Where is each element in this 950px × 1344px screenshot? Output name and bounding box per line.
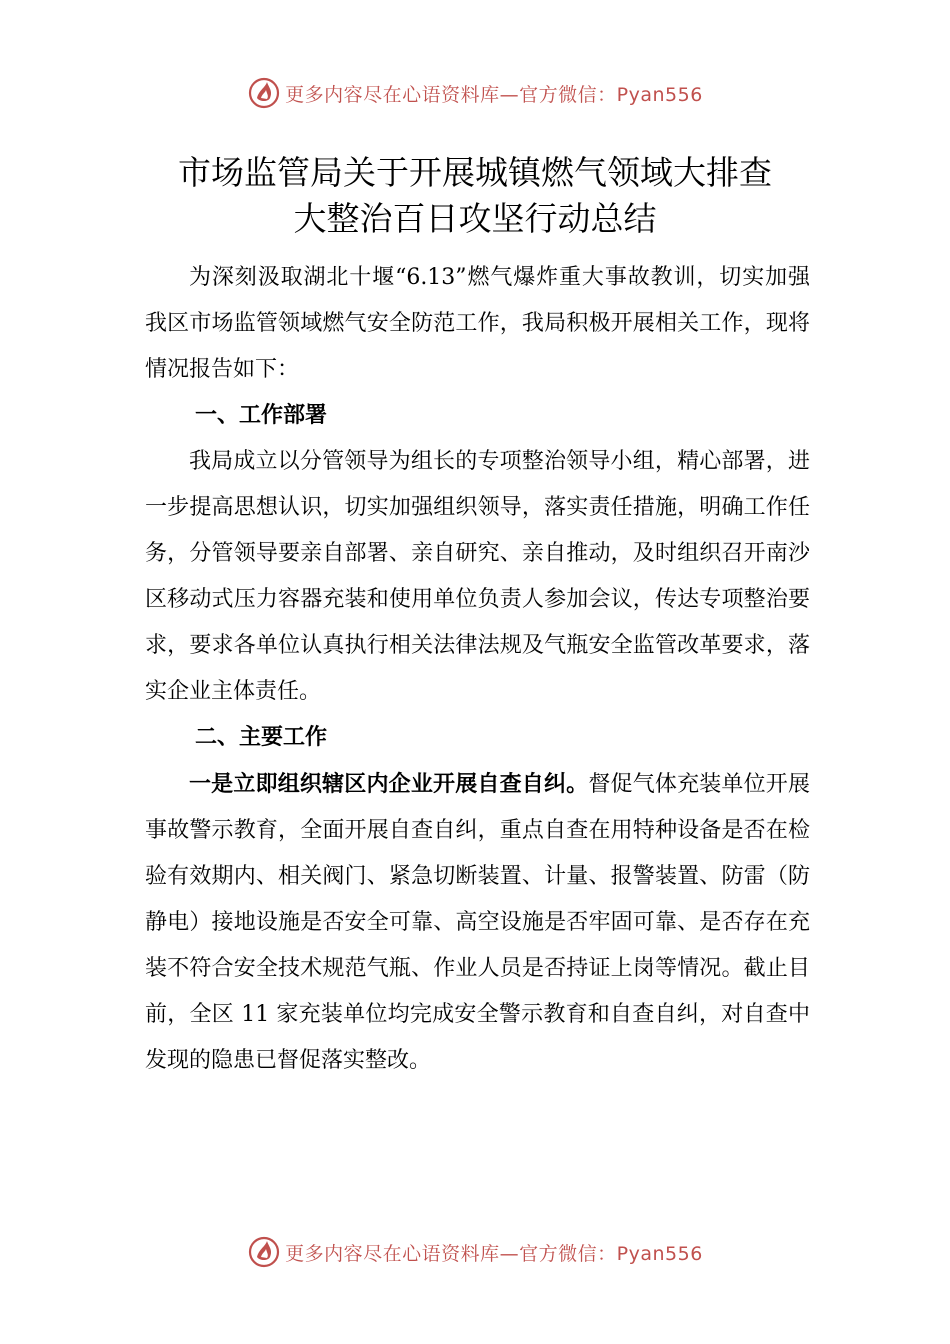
document-body bbox=[145, 255, 810, 1084]
title-line-1: 市场监管局关于开展城镇燃气领域大排查 bbox=[178, 153, 772, 193]
header-watermark bbox=[0, 73, 950, 113]
intro-paragraph: 为深刻汲取湖北十堰“6.13”燃气爆炸重大事故教训，切实加强我区市场监管领域燃气安全防范工作，我局积极开展相关工作，现将情况报告如下： bbox=[145, 265, 810, 382]
section-1-heading: 一、工作部署 bbox=[195, 403, 328, 428]
item-1-body: 督促气体充装单位开展事故警示教育，全面开展自查自纠，重点自查在用特种设备是否在检验有效期内、相关阀门、紧急切断装置、计量、报警装置、防雷（防静电）接地设施是否安全可靠、高空设施是否牢固可靠、是否存在充装不符合安全技术规范气瓶、作业人员是否持证上岗等情况。截止目前，全区 11 家充装单位均完成安全警示教育和自查自纠，对自查中发现的隐患已督促落实整改。 bbox=[145, 772, 810, 1073]
title-line-2: 大整治百日攻坚行动总结 bbox=[293, 199, 657, 239]
document-title bbox=[0, 150, 950, 242]
section-2-heading: 二、主要工作 bbox=[195, 725, 328, 750]
watermark-text: 更多内容尽在心语资料库—官方微信：Pyan556 bbox=[285, 83, 703, 106]
footer-watermark bbox=[0, 1232, 950, 1272]
section-1-paragraph: 我局成立以分管领导为组长的专项整治领导小组，精心部署，进一步提高思想认识，切实加强组织领导，落实责任措施，明确工作任务，分管领导要亲自部署、亲自研究、亲自推动，及时组织召开南沙区移动式压力容器充装和使用单位负责人参加会议，传达专项整治要求，要求各单位认真执行相关法律法规及气瓶安全监管改革要求，落实企业主体责任。 bbox=[145, 449, 810, 704]
section-2-item-1-paragraph bbox=[145, 761, 810, 1084]
item-1-lead: 一是立即组织辖区内企业开展自查自纠。 bbox=[189, 771, 589, 797]
flame-seal-icon bbox=[247, 1235, 281, 1269]
flame-seal-icon bbox=[247, 76, 281, 110]
watermark-text: 更多内容尽在心语资料库—官方微信：Pyan556 bbox=[285, 1242, 703, 1265]
